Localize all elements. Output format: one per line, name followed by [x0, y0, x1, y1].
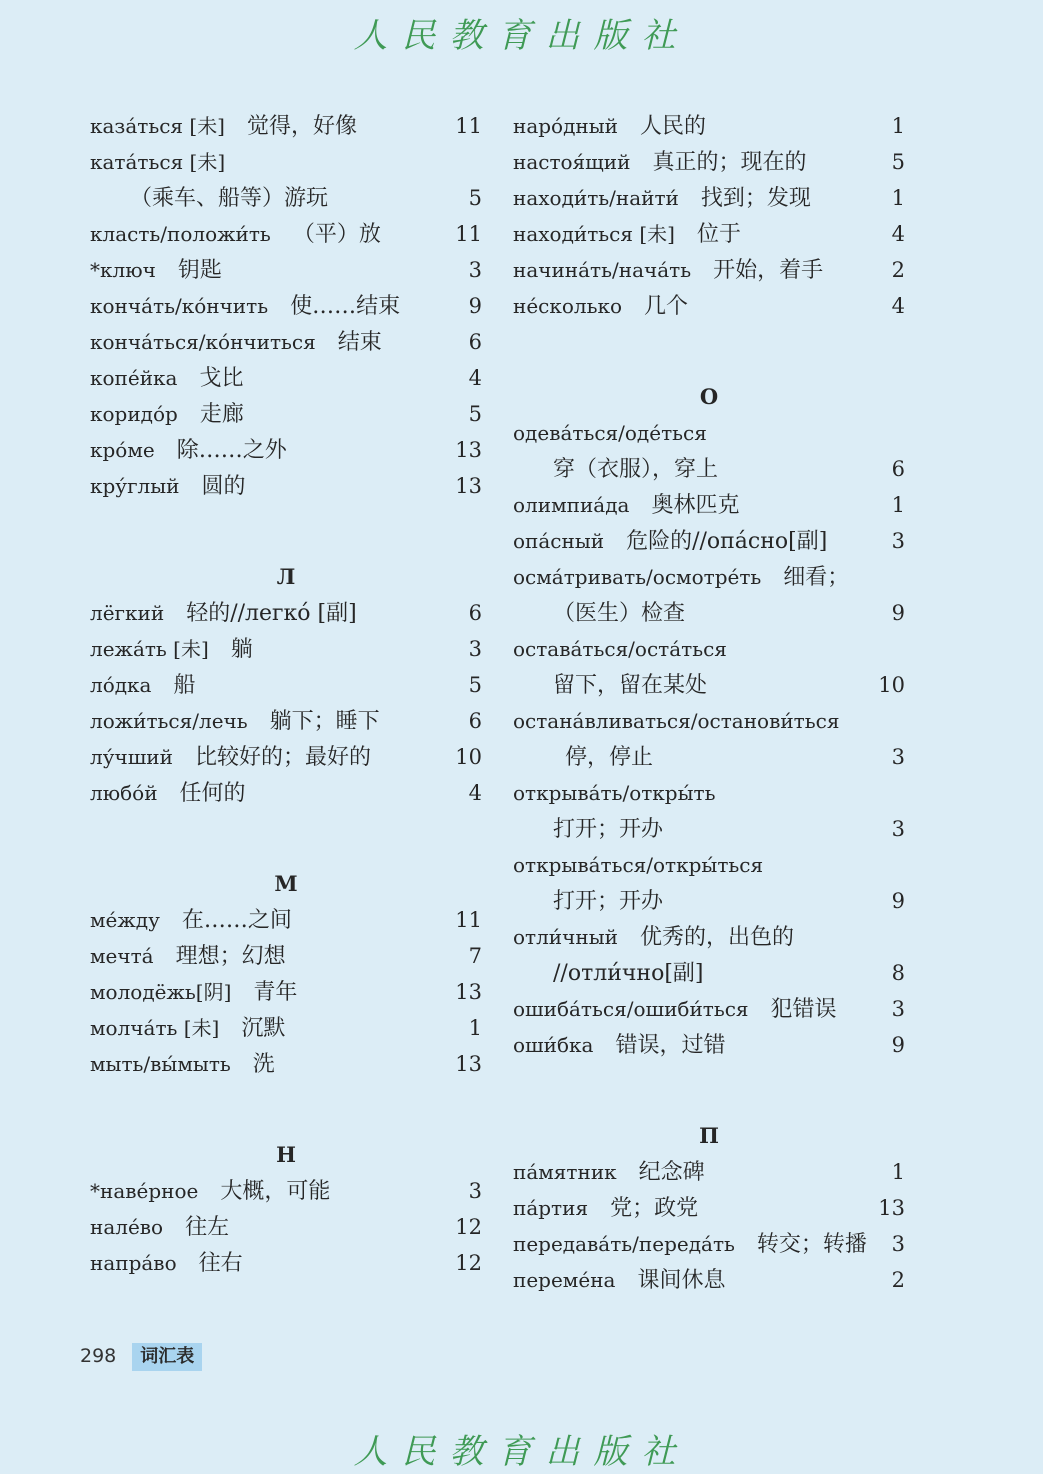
vocab-entry: [513, 180, 905, 216]
chinese-meaning: 纪念碑: [638, 1160, 705, 1185]
vocab-entry: [513, 144, 905, 180]
russian-word: лежа́ть [未]: [90, 637, 209, 661]
vocab-entry: [513, 1262, 905, 1298]
vocab-entry: [513, 919, 905, 955]
vocab-entry: [513, 955, 905, 991]
chinese-meaning: 船: [173, 673, 196, 698]
russian-word: начина́ть/нача́ть: [513, 258, 692, 282]
section-letter-l: Л: [276, 564, 296, 589]
chinese-meaning: 真正的；现在的: [652, 150, 807, 175]
lesson-number: 13: [455, 980, 482, 1004]
vocab-entry: [513, 1027, 905, 1063]
vocab-entry: [90, 775, 482, 811]
chinese-meaning: 躺: [230, 637, 253, 662]
vocab-entry: [90, 216, 482, 252]
russian-word: кру́глый: [90, 474, 180, 498]
lesson-number: 13: [455, 474, 482, 498]
lesson-number: 6: [468, 330, 482, 354]
vocab-entry: [90, 108, 482, 144]
russian-word: молодёжь[阴]: [90, 980, 232, 1004]
vocab-entry: [513, 883, 905, 919]
chinese-meaning: 转交；转播: [756, 1232, 867, 1257]
russian-word: коридо́р: [90, 402, 178, 426]
lesson-number: 3: [468, 258, 482, 282]
vocab-entry: [513, 595, 905, 631]
vocab-entry: [90, 703, 482, 739]
chinese-meaning: 课间休息: [637, 1268, 726, 1293]
lesson-number: 12: [455, 1251, 482, 1275]
chinese-meaning: （平）放: [292, 222, 381, 247]
lesson-number: 8: [891, 961, 905, 985]
lesson-number: 7: [468, 944, 482, 968]
lesson-number: 3: [891, 529, 905, 553]
chinese-meaning: 使……结束: [290, 294, 401, 319]
lesson-number: 13: [455, 438, 482, 462]
vocab-entry: [513, 1190, 905, 1226]
lesson-number: 5: [468, 186, 482, 210]
vocab-entry: [90, 902, 482, 938]
chinese-meaning: 奥林匹克: [651, 493, 740, 518]
right-column: [513, 108, 905, 1298]
page-footer: [80, 1342, 202, 1370]
lesson-number: 3: [891, 997, 905, 1021]
vocab-entry: [513, 415, 905, 451]
russian-word: олимпиа́да: [513, 493, 630, 517]
vocab-entry: [513, 252, 905, 288]
vocab-entry: [513, 451, 905, 487]
lesson-number: 4: [891, 294, 905, 318]
russian-word: лу́чший: [90, 745, 173, 769]
russian-word: находи́ть/найти́: [513, 186, 679, 210]
chinese-meaning: 青年: [253, 980, 298, 1005]
russian-word: настоя́щий: [513, 150, 631, 174]
chinese-meaning: 停，停止: [565, 745, 654, 770]
lesson-number: 4: [891, 222, 905, 246]
publisher-watermark-bottom: 人民教育出版社: [353, 1432, 690, 1472]
vocab-entry: [513, 739, 905, 775]
chinese-meaning: 穿（衣服），穿上: [553, 457, 719, 482]
vocab-entry: [90, 1046, 482, 1082]
vocab-entry: [90, 667, 482, 703]
chinese-meaning: 打开；开办: [553, 817, 664, 842]
vocab-entry: [90, 739, 482, 775]
russian-word: открыва́ть/откры́ть: [513, 781, 716, 805]
chinese-meaning: 轻的//легко́ [副]: [186, 601, 357, 626]
lesson-number: 9: [891, 601, 905, 625]
russian-word: кро́ме: [90, 438, 155, 462]
chinese-meaning: 任何的: [179, 781, 246, 806]
lesson-number: 6: [891, 457, 905, 481]
lesson-number: 1: [891, 186, 905, 210]
lesson-number: 9: [468, 294, 482, 318]
section-letter-o: О: [699, 384, 719, 409]
chinese-meaning: 细看；: [783, 565, 850, 590]
vocab-entry: [90, 974, 482, 1010]
chinese-meaning: （乘车、船等）游玩: [130, 186, 329, 211]
vocab-entry: [513, 775, 905, 811]
vocab-entry: [90, 1173, 482, 1209]
chinese-meaning: 沉默: [241, 1016, 286, 1041]
section-letter-p: П: [699, 1123, 719, 1148]
russian-word: напра́во: [90, 1251, 177, 1275]
chinese-meaning: 躺下；睡下: [269, 709, 380, 734]
lesson-number: 2: [891, 258, 905, 282]
lesson-number: 6: [468, 709, 482, 733]
lesson-number: 10: [878, 673, 905, 697]
vocab-entry: [513, 1154, 905, 1190]
russian-word: класть/положи́ть: [90, 222, 271, 246]
vocab-entry: [90, 1209, 482, 1245]
chinese-meaning: 比较好的；最好的: [194, 745, 371, 770]
russian-word: ло́дка: [90, 673, 152, 697]
lesson-number: 11: [455, 908, 482, 932]
vocab-entry: [90, 631, 482, 667]
lesson-number: 2: [891, 1268, 905, 1292]
vocab-entry: [90, 324, 482, 360]
russian-word: конча́ть/ко́нчить: [90, 294, 269, 318]
vocab-entry: [90, 1245, 482, 1281]
vocab-entry: [513, 991, 905, 1027]
chinese-meaning: 位于: [696, 222, 741, 247]
vocab-entry: [513, 216, 905, 252]
chinese-meaning: 洗: [252, 1052, 275, 1077]
chinese-meaning: 觉得，好像: [247, 114, 358, 139]
lesson-number: 3: [891, 817, 905, 841]
vocab-entry: [513, 108, 905, 144]
chinese-meaning: 党；政党: [610, 1196, 699, 1221]
lesson-number: 5: [468, 673, 482, 697]
section-letter-n: Н: [276, 1142, 296, 1167]
lesson-number: 3: [891, 1232, 905, 1256]
russian-word: ошиба́ться/ошиби́ться: [513, 997, 749, 1021]
vocab-entry: [90, 1010, 482, 1046]
vocab-entry: [90, 595, 482, 631]
lesson-number: 3: [891, 745, 905, 769]
chinese-meaning: 找到；发现: [700, 186, 811, 211]
vocab-entry: [90, 396, 482, 432]
vocab-entry: [513, 288, 905, 324]
russian-word: нале́во: [90, 1215, 164, 1239]
russian-word: переме́на: [513, 1268, 616, 1292]
lesson-number: 3: [468, 1179, 482, 1203]
vocab-entry: [513, 631, 905, 667]
russian-word: конча́ться/ко́нчиться: [90, 330, 316, 354]
vocab-entry: [90, 180, 482, 216]
chinese-meaning: 留下，留在某处: [553, 673, 708, 698]
russian-word: передава́ть/переда́ть: [513, 1232, 735, 1256]
lesson-number: 11: [455, 114, 482, 138]
lesson-number: 1: [468, 1016, 482, 1040]
chinese-meaning: 开始，着手: [713, 258, 824, 283]
lesson-number: 9: [891, 889, 905, 913]
chinese-meaning: 危险的//опа́сно[副]: [626, 529, 828, 554]
russian-word: находи́ться [未]: [513, 222, 675, 246]
lesson-number: 5: [468, 402, 482, 426]
chinese-meaning: 往左: [185, 1215, 230, 1240]
vocab-entry: [90, 252, 482, 288]
russian-word: молча́ть [未]: [90, 1016, 220, 1040]
vocab-entry: [90, 938, 482, 974]
vocab-entry: [90, 468, 482, 504]
chinese-meaning: 在……之间: [181, 908, 292, 933]
chinese-meaning: //отли́чно[副]: [553, 961, 704, 986]
vocab-entry: [513, 523, 905, 559]
chinese-meaning: 结束: [337, 330, 382, 355]
left-column: [90, 108, 482, 1281]
chinese-meaning: 钥匙: [177, 258, 222, 283]
chinese-meaning: 除……之外: [176, 438, 287, 463]
chinese-meaning: （医生）检查: [553, 601, 686, 626]
russian-word: опа́сный: [513, 529, 605, 553]
chinese-meaning: 错误，过错: [615, 1033, 726, 1058]
russian-word: па́ртия: [513, 1196, 589, 1220]
vocab-entry: [90, 360, 482, 396]
vocab-entry: [513, 559, 905, 595]
lesson-number: 1: [891, 114, 905, 138]
chinese-meaning: 打开；开办: [553, 889, 664, 914]
vocab-entry: [513, 1226, 905, 1262]
chinese-meaning: 戈比: [199, 366, 244, 391]
russian-word: лёгкий: [90, 601, 165, 625]
chinese-meaning: 犯错误: [770, 997, 837, 1022]
lesson-number: 1: [891, 1160, 905, 1184]
russian-word: па́мятник: [513, 1160, 617, 1184]
chinese-meaning: 大概，可能: [220, 1179, 331, 1204]
lesson-number: 11: [455, 222, 482, 246]
lesson-number: 13: [878, 1196, 905, 1220]
chinese-meaning: 往右: [198, 1251, 243, 1276]
russian-word: *наве́рное: [90, 1179, 199, 1203]
lesson-number: 5: [891, 150, 905, 174]
chinese-meaning: 理想；幻想: [175, 944, 286, 969]
vocab-entry: [513, 847, 905, 883]
russian-word: открыва́ться/откры́ться: [513, 853, 764, 877]
publisher-watermark: 人民教育出版社: [353, 16, 690, 56]
lesson-number: 10: [455, 745, 482, 769]
russian-word: не́сколько: [513, 294, 623, 318]
chinese-meaning: 优秀的，出色的: [639, 925, 794, 950]
vocab-entry: [90, 288, 482, 324]
vocab-entry: [513, 703, 905, 739]
russian-word: остана́вливаться/останови́ться: [513, 709, 840, 733]
chinese-meaning: 几个: [644, 294, 689, 319]
lesson-number: 13: [455, 1052, 482, 1076]
vocab-entry: [90, 144, 482, 180]
russian-word: осма́тривать/осмотре́ть: [513, 565, 762, 589]
section-label: 词汇表: [132, 1343, 202, 1371]
chinese-meaning: 圆的: [201, 474, 246, 499]
page-number: 298: [80, 1345, 117, 1367]
vocab-entry: [513, 667, 905, 703]
vocab-entry: [513, 487, 905, 523]
russian-word: любо́й: [90, 781, 158, 805]
lesson-number: 1: [891, 493, 905, 517]
chinese-meaning: 走廊: [199, 402, 244, 427]
russian-word: отли́чный: [513, 925, 618, 949]
vocab-entry: [513, 811, 905, 847]
lesson-number: 4: [468, 781, 482, 805]
russian-word: одева́ться/оде́ться: [513, 421, 707, 445]
russian-word: ме́жду: [90, 908, 160, 932]
russian-word: копе́йка: [90, 366, 178, 390]
russian-word: мечта́: [90, 944, 154, 968]
russian-word: каза́ться [未]: [90, 114, 225, 138]
lesson-number: 12: [455, 1215, 482, 1239]
chinese-meaning: 人民的: [640, 114, 707, 139]
lesson-number: 9: [891, 1033, 905, 1057]
russian-word: ложи́ться/лечь: [90, 709, 248, 733]
russian-word: оши́бка: [513, 1033, 594, 1057]
russian-word: *ключ: [90, 258, 156, 282]
russian-word: мыть/вы́мыть: [90, 1052, 231, 1076]
russian-word: остава́ться/оста́ться: [513, 637, 727, 661]
vocab-entry: [90, 432, 482, 468]
russian-word: ката́ться [未]: [90, 150, 226, 174]
lesson-number: 3: [468, 637, 482, 661]
lesson-number: 4: [468, 366, 482, 390]
russian-word: наро́дный: [513, 114, 618, 138]
lesson-number: 6: [468, 601, 482, 625]
section-letter-m: М: [274, 871, 298, 896]
